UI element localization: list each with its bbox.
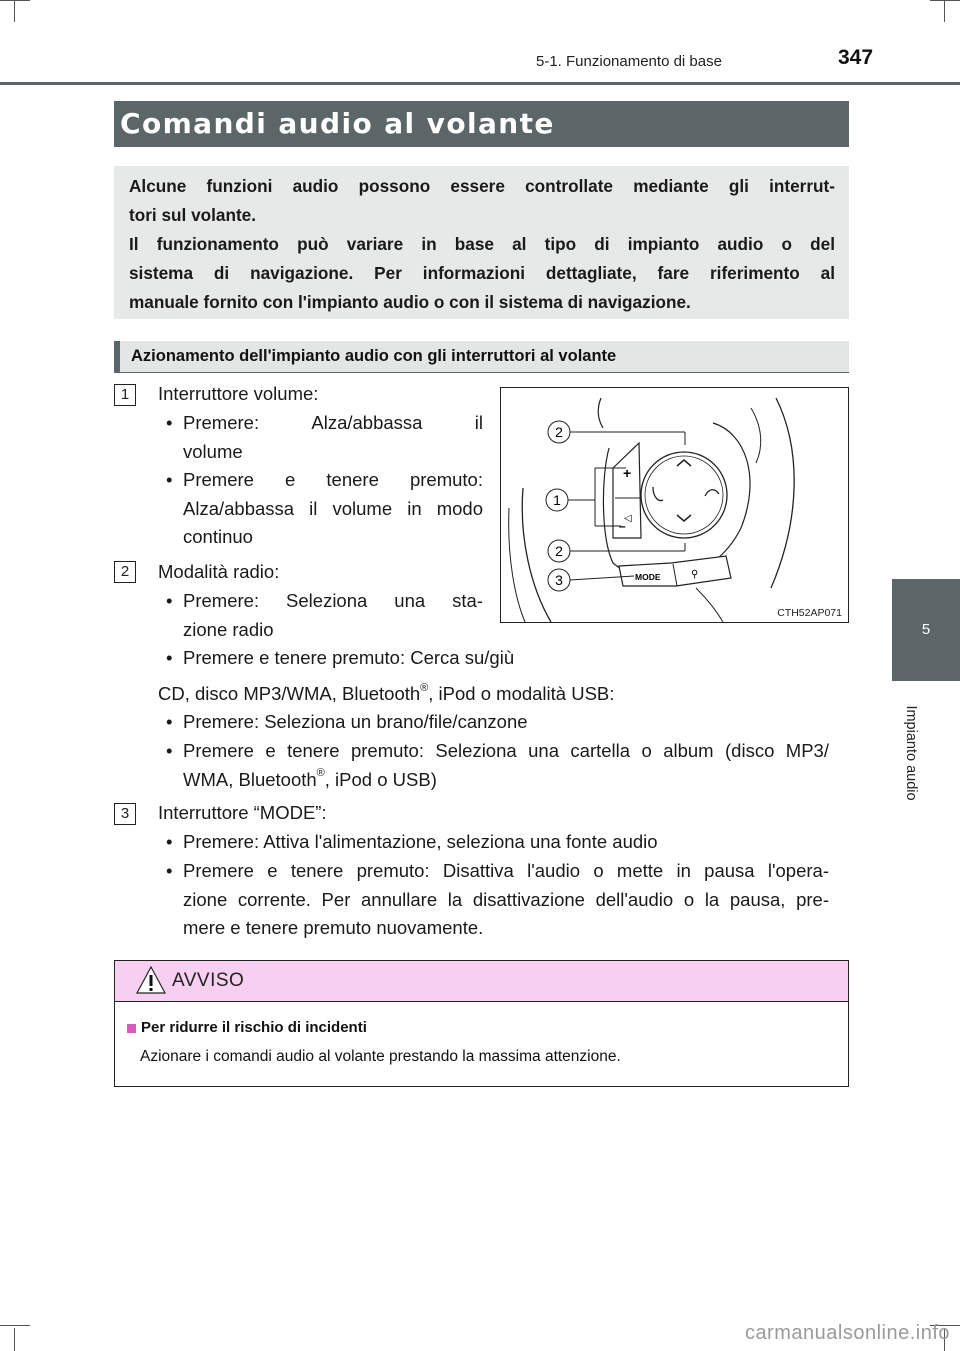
item-2-bullet-3 <box>166 708 528 737</box>
text-fragment: , iPod o USB) <box>324 768 437 790</box>
warning-box <box>114 960 849 1087</box>
mute-icon: ◁ <box>624 513 632 524</box>
page-number: 347 <box>838 46 874 69</box>
text-fragment: WMA, Bluetooth <box>183 768 317 790</box>
item-number-1: 1 <box>114 384 136 406</box>
text-fragment: il <box>474 412 483 433</box>
plus-label: + <box>623 465 632 481</box>
intro-line: tori sul volante. <box>129 205 257 225</box>
item-3-bullet-2 <box>166 857 829 943</box>
item-2-title: Modalità radio: <box>158 561 280 582</box>
bullet-dot: • <box>166 412 173 433</box>
crop-mark <box>14 0 15 22</box>
text-fragment: tenere <box>326 469 379 490</box>
text-line: volume <box>183 440 243 462</box>
wheel-outline <box>522 488 551 622</box>
item-number-3: 3 <box>114 803 136 825</box>
registered-mark: ® <box>420 681 429 694</box>
text-fragment: Premere: <box>183 590 260 611</box>
mode-label: MODE <box>635 572 661 582</box>
bullet-dot: • <box>166 860 173 881</box>
callout-number: 2 <box>555 543 563 559</box>
wheel-outline <box>751 408 761 463</box>
warning-subtitle: Per ridurre il rischio di incidenti <box>141 1019 367 1036</box>
item-3-bullet-1 <box>166 828 658 857</box>
bullet-dot: • <box>166 831 173 852</box>
watermark: carmanualsonline.info <box>744 1322 950 1344</box>
text-fragment: Seleziona <box>286 590 368 611</box>
item-2-cd-line <box>158 680 614 709</box>
text-fragment: e <box>285 469 296 490</box>
text-fragment: premuto: <box>409 469 483 490</box>
intro-line: sistema di navigazione. Per informazioni dettagliate, fare riferimento al <box>129 263 835 283</box>
text-line: Premere e tenere premuto: Seleziona una cartella o album (disco MP3/ <box>183 740 829 761</box>
text-line: Alza/abbassa il volume in modo <box>183 497 483 519</box>
callout-number: 3 <box>555 572 563 588</box>
header-rule <box>0 82 960 85</box>
text-line: continuo <box>183 526 253 547</box>
bullet-dot: • <box>166 740 173 761</box>
crop-mark <box>0 0 30 1</box>
bullet-dot: • <box>166 711 173 732</box>
voice-icon: ⚲ <box>691 569 699 580</box>
text-fragment: Premere <box>183 469 254 490</box>
section-subheading: Azionamento dell'impianto audio con gli interruttori al volante <box>114 341 849 373</box>
bullet-dot: • <box>166 469 173 490</box>
item-2-bullet-4 <box>166 737 829 794</box>
intro-line: Alcune funzioni audio possono essere controllate mediante gli interrut- <box>129 176 835 196</box>
callout-number: 1 <box>553 492 561 508</box>
wheel-outline <box>696 588 723 622</box>
text-line: Premere e tenere premuto: Cerca su/giù <box>183 647 515 668</box>
crop-mark <box>930 0 960 1</box>
text-line: zione corrente. Per annullare la disattivazione dell'audio o la pausa, pre- <box>183 888 829 910</box>
wheel-outline <box>771 398 794 588</box>
crop-mark <box>944 0 945 22</box>
section-header: 5-1. Funzionamento di base <box>536 53 722 70</box>
warning-text: Azionare i comandi audio al volante prestando la massima attenzione. <box>140 1048 621 1065</box>
bullet-dot: • <box>166 590 173 611</box>
text-fragment: sta- <box>452 590 483 611</box>
item-2-bullet-1 <box>166 587 483 644</box>
warning-title: AVVISO <box>172 970 245 991</box>
steering-switch-drawing <box>501 388 848 622</box>
illustration-code: CTH52AP071 <box>777 607 842 619</box>
warning-bullet-square <box>127 1024 136 1033</box>
item-number-2: 2 <box>114 561 136 583</box>
text-fragment: , iPod o modalità USB: <box>428 683 615 704</box>
crop-mark <box>14 1328 15 1351</box>
item-3-title: Interruttore “MODE”: <box>158 802 327 823</box>
text-line: mere e tenere premuto nuovamente. <box>183 917 484 938</box>
wheel-outline <box>598 398 603 428</box>
bullet-dot: • <box>166 647 173 668</box>
crop-mark <box>0 1325 30 1326</box>
text-fragment: una <box>394 590 426 611</box>
warning-triangle-icon <box>136 966 166 994</box>
text-line: Premere e tenere premuto: Disattiva l'audio o mette in pausa l'opera- <box>183 860 829 881</box>
text-fragment: Premere: <box>183 412 260 433</box>
chapter-label <box>902 695 920 815</box>
minus-label: – <box>619 519 626 533</box>
text-fragment: CD, disco MP3/WMA, Bluetooth <box>158 683 421 704</box>
intro-line: Il funzionamento può variare in base al tipo di impianto audio o del <box>129 234 835 254</box>
text-line: zione radio <box>183 618 274 640</box>
text-line: Premere: Seleziona un brano/file/canzone <box>183 711 528 732</box>
intro-box <box>114 166 849 319</box>
steering-switch-illustration <box>500 387 849 623</box>
item-1-bullet-2 <box>166 466 483 552</box>
page-title: Comandi audio al volante <box>114 101 849 147</box>
text-line: Premere: Attiva l'alimentazione, seleziona una fonte audio <box>183 831 658 852</box>
warning-header <box>115 961 848 1002</box>
registered-mark: ® <box>316 767 325 780</box>
item-2-bullet-2 <box>166 644 515 673</box>
chapter-tab: 5 <box>892 579 960 681</box>
callout-number: 2 <box>555 424 563 440</box>
item-1-title: Interruttore volume: <box>158 383 319 404</box>
item-1-bullet-1 <box>166 409 483 466</box>
chapter-label-text: Impianto audio <box>903 705 919 801</box>
text-fragment: Alza/abbassa <box>311 412 423 433</box>
text-line <box>183 766 829 795</box>
intro-line: manuale fornito con l'impianto audio o con il sistema di navigazione. <box>129 292 691 312</box>
